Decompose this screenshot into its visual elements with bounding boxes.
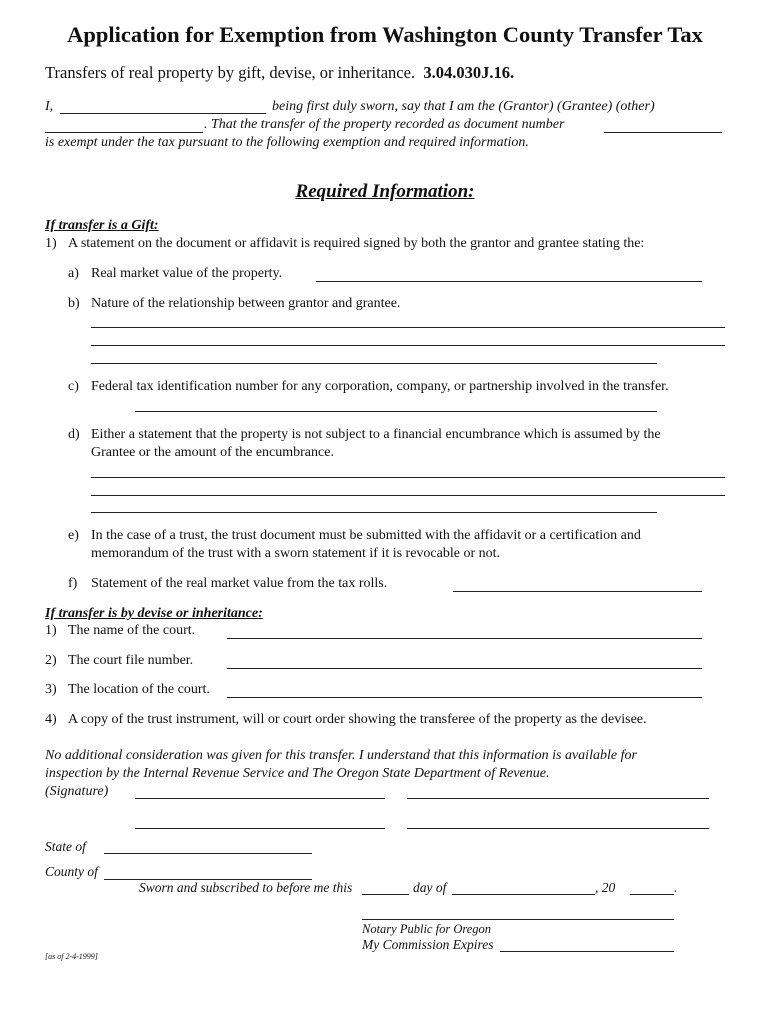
- oath-line2: . That the transfer of the property recorded as document number: [204, 117, 565, 132]
- year-prefix: , 20: [595, 880, 616, 895]
- day-of-label: day of: [413, 880, 447, 895]
- gift-f-letter: f): [68, 576, 78, 591]
- declaration-line2: inspection by the Internal Revenue Service and The Oregon State Department of Revenue.: [45, 766, 550, 781]
- gift-e-text2: memorandum of the trust with a sworn statement if it is revocable or not.: [91, 546, 501, 561]
- real-market-value-field[interactable]: [316, 281, 702, 282]
- other-role-field[interactable]: [45, 132, 203, 133]
- devise-item4-number: 4): [45, 712, 57, 727]
- devise-item4-text: A copy of the trust instrument, will or court order showing the transferee of the property as the devisee.: [68, 712, 647, 727]
- signature-field-2[interactable]: [407, 798, 709, 799]
- gift-item1-number: 1): [45, 236, 57, 251]
- sworn-month-field[interactable]: [452, 894, 595, 895]
- encumbrance-field-line3[interactable]: [91, 512, 657, 513]
- gift-f-text: Statement of the real market value from the tax rolls.: [91, 576, 388, 591]
- signature-label: (Signature): [45, 784, 109, 799]
- required-information-heading: Required Information:: [295, 181, 475, 202]
- statute-code: 3.04.030J.16.: [423, 63, 515, 82]
- commission-label: My Commission Expires: [362, 937, 494, 952]
- tax-id-field[interactable]: [135, 411, 657, 412]
- court-location-field[interactable]: [227, 697, 702, 698]
- oath-line1-suffix: being first duly sworn, say that I am the (Grantor) (Grantee) (other): [272, 99, 655, 114]
- devise-item3-text: The location of the court.: [68, 682, 210, 697]
- page-subtitle: [45, 63, 514, 83]
- gift-a-text: Real market value of the property.: [91, 266, 283, 281]
- gift-a-letter: a): [68, 266, 79, 281]
- relationship-field-line1[interactable]: [91, 327, 725, 328]
- tax-roll-value-field[interactable]: [453, 591, 702, 592]
- state-label: State of: [45, 839, 86, 854]
- sworn-day-field[interactable]: [362, 894, 409, 895]
- sworn-text: Sworn and subscribed to before me this: [139, 880, 353, 895]
- relationship-field-line2[interactable]: [91, 345, 725, 346]
- revision-note: [as of 2-4-1999]: [45, 952, 98, 961]
- declaration-line1: No additional consideration was given for this transfer. I understand that this information is available for: [45, 748, 637, 763]
- devise-item1-number: 1): [45, 623, 57, 638]
- devise-item2-text: The court file number.: [68, 653, 194, 668]
- gift-e-text1: In the case of a trust, the trust document must be submitted with the affidavit or a certification and: [91, 528, 641, 543]
- devise-item2-number: 2): [45, 653, 57, 668]
- year-period: .: [674, 880, 678, 895]
- gift-c-letter: c): [68, 379, 79, 394]
- devise-item1-text: The name of the court.: [68, 623, 196, 638]
- gift-b-letter: b): [68, 296, 80, 311]
- signature-field-1[interactable]: [135, 798, 385, 799]
- gift-heading: If transfer is a Gift:: [45, 218, 159, 233]
- encumbrance-field-line2[interactable]: [91, 495, 725, 496]
- signature-field-4[interactable]: [407, 828, 709, 829]
- gift-e-letter: e): [68, 528, 79, 543]
- document-number-field[interactable]: [604, 132, 722, 133]
- oath-line3: is exempt under the tax pursuant to the following exemption and required information.: [45, 135, 529, 150]
- signature-field-3[interactable]: [135, 828, 385, 829]
- devise-heading: If transfer is by devise or inheritance:: [45, 606, 263, 621]
- sworn-year-field[interactable]: [630, 894, 674, 895]
- state-field[interactable]: [104, 853, 312, 854]
- county-label: County of: [45, 864, 98, 879]
- gift-b-text: Nature of the relationship between grantor and grantee.: [91, 296, 401, 311]
- oath-line1-prefix: I,: [45, 99, 54, 114]
- gift-d-text1: Either a statement that the property is not subject to a financial encumbrance which is assumed by the: [91, 427, 661, 442]
- affiant-name-field[interactable]: [60, 113, 266, 114]
- notary-label: Notary Public for Oregon: [362, 922, 492, 936]
- court-file-number-field[interactable]: [227, 668, 702, 669]
- encumbrance-field-line1[interactable]: [91, 477, 725, 478]
- relationship-field-line3[interactable]: [91, 363, 657, 364]
- commission-expires-field[interactable]: [500, 951, 674, 952]
- gift-item1-text: A statement on the document or affidavit is required signed by both the grantor and grantee stating the:: [68, 236, 645, 251]
- subtitle-text: Transfers of real property by gift, devise, or inheritance.: [45, 63, 416, 82]
- court-name-field[interactable]: [227, 638, 702, 639]
- devise-item3-number: 3): [45, 682, 57, 697]
- gift-c-text: Federal tax identification number for any corporation, company, or partnership involved in the transfer.: [91, 379, 669, 394]
- notary-signature-field[interactable]: [362, 919, 674, 920]
- gift-d-letter: d): [68, 427, 80, 442]
- gift-d-text2: Grantee or the amount of the encumbrance.: [91, 445, 334, 460]
- page-title: Application for Exemption from Washington County Transfer Tax: [67, 22, 703, 47]
